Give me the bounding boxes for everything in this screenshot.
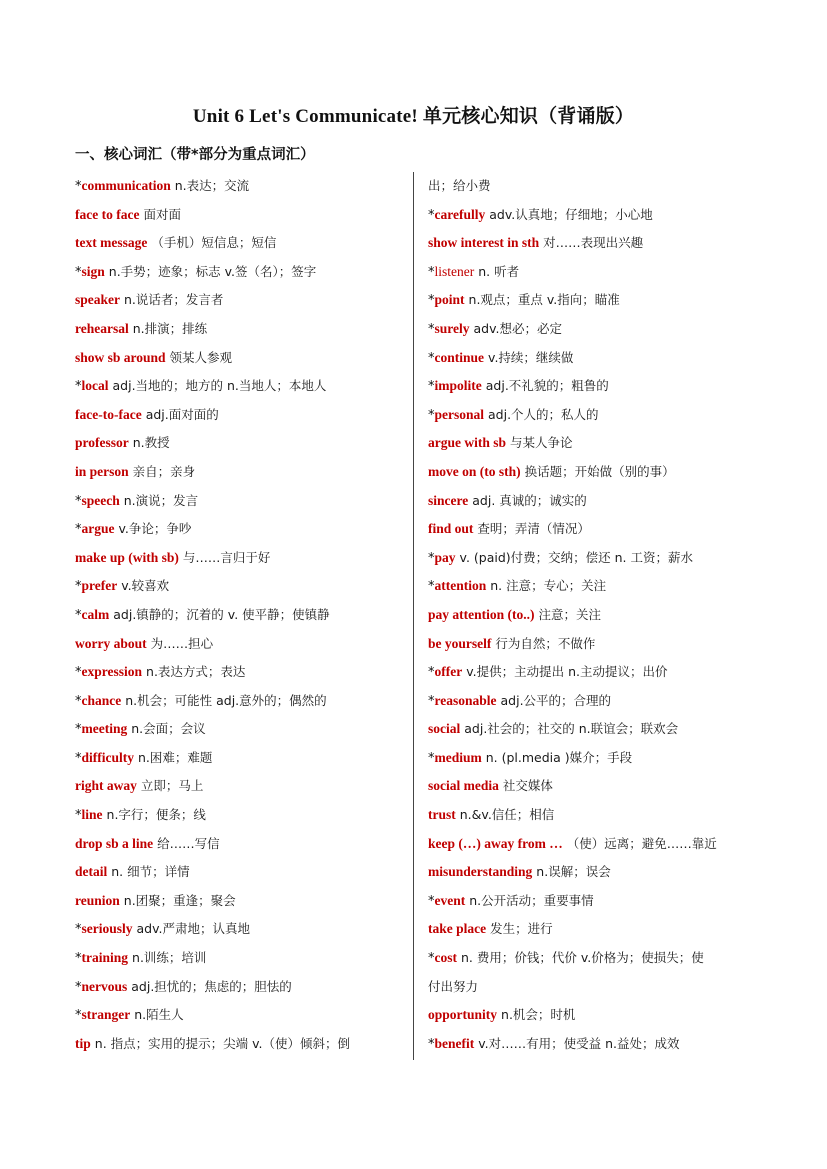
key-word-star: * — [428, 407, 435, 423]
vocab-entry — [428, 201, 764, 230]
entry-word: text message — [75, 235, 148, 251]
vocab-entry — [428, 687, 764, 716]
vocab-entry — [428, 1030, 764, 1059]
entry-word: face-to-face — [75, 406, 142, 422]
entry-word: local — [81, 378, 109, 394]
entry-word: tip — [75, 1035, 91, 1051]
entry-word: take place — [428, 921, 487, 937]
entry-word: rehearsal — [75, 320, 129, 336]
entry-meaning: n. 指点；实用的提示；尖端 v.（使）倾斜；倒 — [94, 1035, 351, 1051]
key-word-star: * — [428, 750, 435, 766]
entry-meaning: adj.不礼貌的；粗鲁的 — [485, 378, 609, 394]
entry-word: find out — [428, 521, 474, 537]
entry-word: listener — [434, 263, 475, 279]
key-word-star: * — [75, 522, 82, 538]
key-word-star: * — [428, 350, 435, 366]
entry-word: pay attention (to..) — [428, 606, 535, 622]
key-word-star: * — [75, 693, 82, 709]
key-word-star: * — [75, 808, 82, 824]
entry-meaning: adj. 真诚的；诚实的 — [472, 492, 587, 508]
entry-meaning: adj.当地的；地方的 n.当地人；本地人 — [112, 378, 327, 394]
vocab-entry — [75, 744, 411, 773]
entry-word: stranger — [81, 1007, 131, 1023]
entry-meaning: 发生；进行 — [490, 921, 553, 937]
entry-word: point — [434, 292, 465, 308]
vocab-entry — [428, 344, 764, 373]
key-word-star: * — [428, 321, 435, 337]
key-word-star: * — [75, 979, 82, 995]
entry-meaning: adj.镇静的；沉着的 v. 使平静；使镇静 — [113, 606, 330, 622]
entry-word: move on (to sth) — [428, 463, 521, 479]
entry-word: opportunity — [428, 1007, 498, 1023]
entry-word: sign — [81, 263, 105, 279]
entry-meaning: n.&v.信任；相信 — [459, 807, 555, 823]
entry-word: face to face — [75, 206, 140, 222]
vocab-entry — [75, 772, 411, 801]
entry-word: sincere — [428, 492, 469, 508]
vocab-entry — [428, 286, 764, 315]
key-word-star: * — [428, 693, 435, 709]
key-word-star: * — [428, 293, 435, 309]
key-word-star: * — [428, 665, 435, 681]
entry-word: argue — [81, 521, 115, 537]
vocab-entry — [428, 915, 764, 944]
entry-word: nervous — [81, 978, 128, 994]
vocab-column-left — [75, 172, 411, 1058]
entry-word: offer — [434, 664, 463, 680]
vocab-entry — [428, 515, 764, 544]
entry-meaning: n. 听者 — [478, 263, 520, 279]
entry-word: misunderstanding — [428, 864, 533, 880]
entry-meaning: n. 注意；专心；关注 — [490, 578, 607, 594]
entry-meaning: 面对面 — [143, 206, 181, 222]
entry-meaning: n. 费用；价钱；代价 v.价格为；使损失；使 — [461, 950, 704, 966]
entry-meaning: n.团聚；重逢；聚会 — [123, 892, 236, 908]
key-word-star: * — [428, 1036, 435, 1052]
entry-word: event — [434, 892, 466, 908]
key-word-star: * — [75, 179, 82, 194]
vocab-entry — [75, 858, 411, 887]
vocab-entry — [428, 801, 764, 830]
entry-meaning: adj.个人的；私人的 — [488, 406, 599, 422]
vocab-entry — [75, 344, 411, 373]
key-word-star: * — [75, 722, 82, 738]
entry-meaning: 注意；关注 — [538, 606, 602, 622]
entry-word: continue — [434, 349, 485, 365]
entry-meaning: n.教授 — [132, 435, 170, 451]
vocab-entry — [75, 630, 411, 659]
entry-meaning: n.误解；误会 — [536, 864, 611, 880]
vocab-entry — [75, 458, 411, 487]
vocab-entry — [75, 944, 411, 973]
entry-meaning: n.公开活动；重要事情 — [469, 892, 594, 908]
key-word-star: * — [75, 493, 82, 509]
entry-meaning: v.争论；争吵 — [118, 521, 192, 537]
entry-word: reasonable — [434, 692, 497, 708]
vocab-entry — [75, 687, 411, 716]
key-word-star: * — [75, 579, 82, 595]
entry-meaning: 对……表现出兴趣 — [543, 235, 644, 251]
vocab-entry — [75, 401, 411, 430]
entry-word: cost — [434, 950, 457, 966]
entry-word: carefully — [434, 206, 486, 222]
key-word-star: * — [75, 951, 82, 967]
vocab-entry — [428, 744, 764, 773]
entry-meaning: v.对……有用；使受益 n.益处；成效 — [478, 1035, 680, 1051]
entry-word: medium — [434, 749, 482, 765]
entry-meaning: adj.公平的；合理的 — [500, 692, 612, 708]
entry-meaning: n.演说；发言 — [123, 492, 199, 508]
entry-meaning: 为……担心 — [150, 635, 214, 651]
entry-meaning: n.陌生人 — [134, 1007, 184, 1023]
entry-meaning: n. (pl.media )媒介；手段 — [485, 749, 633, 765]
entry-word: social — [428, 721, 461, 737]
entry-meaning: n.机会；时机 — [501, 1007, 576, 1023]
key-word-star: * — [75, 264, 82, 280]
entry-meaning: n.会面；会议 — [131, 721, 206, 737]
entry-meaning: n.机会；可能性 adj.意外的；偶然的 — [125, 692, 327, 708]
entry-meaning: v. (paid)付费；交纳；偿还 n. 工资；薪水 — [459, 549, 693, 565]
entry-word: chance — [81, 692, 122, 708]
vocab-entry — [428, 487, 764, 516]
entry-meaning: n.排演；排练 — [132, 320, 208, 336]
entry-word: impolite — [434, 378, 482, 394]
entry-meaning: adv.认真地；仔细地；小心地 — [489, 206, 653, 222]
section-heading: 一、核心词汇（带*部分为重点词汇） — [75, 147, 315, 163]
vocab-entry — [75, 487, 411, 516]
vocab-entry — [75, 172, 411, 201]
key-word-star: * — [428, 379, 435, 395]
entry-word: benefit — [434, 1035, 475, 1051]
continuation-line: 出；给小费 — [428, 178, 491, 193]
page-title: Unit 6 Let's Communicate! 单元核心知识（背诵版） — [192, 106, 635, 127]
key-word-star: * — [75, 1008, 82, 1024]
vocab-entry — [75, 572, 411, 601]
entry-meaning: 领某人参观 — [169, 349, 233, 365]
vocab-entry — [428, 458, 764, 487]
entry-word: surely — [434, 320, 470, 336]
entry-word: calm — [81, 606, 110, 622]
vocab-entry — [75, 801, 411, 830]
vocab-entry — [428, 229, 764, 258]
entry-meaning: n.表达；交流 — [174, 178, 250, 193]
entry-word: in person — [75, 463, 129, 479]
vocab-entry — [428, 1001, 764, 1030]
entry-word: social media — [428, 778, 499, 794]
vocab-entry — [75, 1001, 411, 1030]
vocab-entry — [75, 286, 411, 315]
entry-word: worry about — [75, 635, 147, 651]
vocab-entry — [75, 429, 411, 458]
vocab-entry — [75, 830, 411, 859]
entry-word: show interest in sth — [428, 235, 540, 251]
entry-word: pay — [434, 549, 456, 565]
vocab-column-right — [428, 172, 764, 1058]
vocab-entry — [75, 973, 411, 1002]
entry-word: personal — [434, 406, 485, 422]
vocab-entry — [428, 429, 764, 458]
vocab-entry — [75, 887, 411, 916]
entry-meaning: 给……写信 — [157, 835, 220, 851]
vocab-entry — [75, 915, 411, 944]
entry-word: seriously — [81, 921, 133, 937]
entry-meaning: n. 细节；详情 — [111, 864, 190, 880]
entry-meaning-continued: 付出努力 — [428, 978, 479, 994]
key-word-star: * — [75, 750, 82, 766]
entry-meaning: adv.严肃地；认真地 — [136, 921, 251, 937]
key-word-star: * — [428, 951, 435, 967]
entry-word: prefer — [81, 578, 118, 594]
vocab-entry — [428, 944, 764, 973]
vocab-entry — [428, 858, 764, 887]
vocab-entry — [428, 258, 764, 287]
entry-word: trust — [428, 807, 456, 823]
vocab-entry — [75, 258, 411, 287]
entry-meaning: 查明；弄清（情况） — [477, 521, 590, 537]
key-word-star: * — [75, 665, 82, 681]
entry-meaning: 换话题；开始做（别的事） — [524, 463, 675, 479]
vocab-entry — [428, 372, 764, 401]
vocab-entry — [75, 715, 411, 744]
entry-word: show sb around — [75, 349, 166, 365]
key-word-star: * — [75, 379, 82, 395]
entry-word: make up (with sb) — [75, 549, 179, 565]
vocab-entry — [428, 658, 764, 687]
entry-meaning: 社交媒体 — [502, 778, 553, 794]
entry-meaning: v.较喜欢 — [121, 578, 170, 594]
entry-meaning: adj.担忧的；焦虑的；胆怯的 — [131, 978, 292, 994]
entry-word: detail — [75, 864, 108, 880]
entry-word: keep (…) away from … — [428, 835, 563, 851]
vocab-entry — [428, 887, 764, 916]
vocab-entry — [428, 601, 764, 630]
entry-word: be yourself — [428, 635, 492, 651]
entry-meaning: n.字行；便条；线 — [106, 807, 206, 823]
vocab-entry — [75, 315, 411, 344]
entry-word: professor — [75, 435, 129, 451]
entry-word: difficulty — [81, 749, 134, 765]
vocab-entry — [428, 973, 764, 1002]
vocab-entry — [75, 544, 411, 573]
entry-meaning: n.表达方式；表达 — [146, 664, 246, 680]
vocab-entry — [75, 372, 411, 401]
entry-word: speaker — [75, 292, 120, 308]
entry-meaning: 立即；马上 — [140, 778, 204, 794]
vocab-entry — [75, 201, 411, 230]
key-word-star: * — [428, 893, 435, 909]
vocab-entry — [428, 630, 764, 659]
entry-meaning: adv.想必；必定 — [473, 320, 563, 336]
entry-word: line — [81, 807, 103, 823]
vocab-entry — [428, 544, 764, 573]
vocab-entry — [428, 315, 764, 344]
vocab-entry — [75, 515, 411, 544]
entry-word: argue with sb — [428, 435, 507, 451]
entry-word: meeting — [81, 721, 128, 737]
vocab-entry — [428, 572, 764, 601]
entry-meaning: v.持续；继续做 — [488, 349, 574, 365]
entry-word: communication — [81, 178, 171, 193]
column-divider — [413, 172, 414, 1060]
entry-meaning: n.观点；重点 v.指向；瞄准 — [468, 292, 620, 308]
vocab-entry — [428, 715, 764, 744]
key-word-star: * — [428, 207, 435, 223]
entry-word: training — [81, 950, 129, 966]
entry-meaning: n.困难；难题 — [138, 749, 213, 765]
entry-meaning: adj.面对面的 — [145, 406, 219, 422]
entry-word: expression — [81, 664, 143, 680]
vocab-entry — [75, 601, 411, 630]
entry-meaning: 与某人争论 — [510, 435, 573, 451]
entry-word: reunion — [75, 892, 120, 908]
entry-meaning: v.提供；主动提出 n.主动提议；出价 — [466, 664, 668, 680]
entry-meaning: adj.社会的；社交的 n.联谊会；联欢会 — [464, 721, 679, 737]
vocab-entry — [75, 658, 411, 687]
vocab-entry — [428, 830, 764, 859]
entry-word: right away — [75, 778, 137, 794]
entry-meaning: 与……言归于好 — [182, 549, 271, 565]
entry-word: attention — [434, 578, 487, 594]
vocab-entry — [428, 772, 764, 801]
entry-meaning: n.手势；迹象；标志 v.签（名）；签字 — [108, 263, 317, 279]
vocab-entry — [428, 401, 764, 430]
entry-meaning: 亲自；亲身 — [132, 463, 196, 479]
entry-meaning: （手机）短信息；短信 — [151, 235, 277, 251]
vocab-entry — [75, 229, 411, 258]
entry-word: drop sb a line — [75, 835, 154, 851]
key-word-star: * — [428, 264, 435, 280]
vocab-entry — [75, 1030, 411, 1059]
entry-meaning: 行为自然；不做作 — [495, 635, 596, 651]
entry-meaning: （使）远离；避免……靠近 — [566, 835, 717, 851]
entry-meaning: n.说话者；发言者 — [124, 292, 224, 308]
key-word-star: * — [428, 579, 435, 595]
key-word-star: * — [428, 550, 435, 566]
key-word-star: * — [75, 922, 82, 938]
entry-word: speech — [81, 492, 120, 508]
key-word-star: * — [75, 607, 82, 623]
entry-meaning: n.训练；培训 — [132, 950, 207, 966]
